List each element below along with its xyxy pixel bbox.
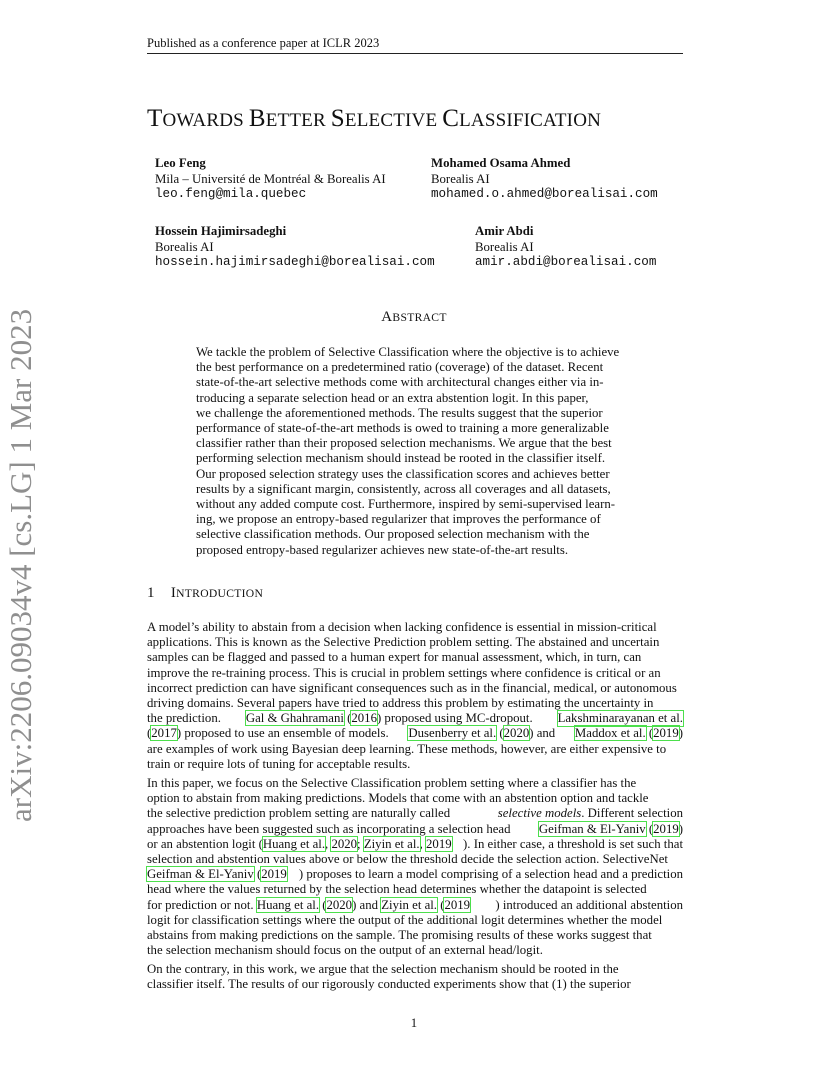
citation-link[interactable]: Gal & Ghahramani (245, 711, 344, 726)
citation-link[interactable]: 2020 (503, 726, 530, 741)
citation-link[interactable]: 2020 (331, 836, 358, 851)
text-line: applications. This is known as the Selective Prediction problem setting. The abstained and uncertain (147, 635, 660, 650)
text-line: or an abstention logit (Huang et al., 2020; Ziyin et al., 2019 ). In either case, a threshold is set such that (147, 836, 683, 851)
abstract-line: troducing a separate selection head or an extra abstention logit. In this paper, (196, 390, 589, 405)
abstract-line: performing selection mechanism should instead be rooted in the classifier itself. (196, 451, 606, 466)
abstract-line: selective classification methods. Our proposed selection mechanism with the (196, 527, 590, 542)
citation-link[interactable]: Lakshminarayanan et al. (557, 711, 683, 726)
author-block (155, 156, 386, 203)
author-affiliation: Borealis AI (475, 239, 534, 254)
text-line: train or require lots of tuning for acceptable results. (147, 756, 411, 771)
section-heading-introduction: 1 INTRODUCTION (147, 585, 264, 601)
author-email[interactable]: leo.feng@mila.quebec (155, 187, 307, 202)
emphasis-term: selective models (497, 806, 582, 821)
citation-link[interactable]: 2020 (326, 897, 353, 912)
author-affiliation: Borealis AI (155, 239, 214, 254)
text-line: the prediction. Gal & Ghahramani (2016) proposed using MC-dropout. Lakshminarayanan et al. (147, 711, 683, 726)
citation-link[interactable]: 2019 (426, 836, 452, 851)
author-affiliation: Mila – Université de Montréal & Borealis AI (155, 171, 386, 186)
citation-link[interactable]: 2019 (653, 726, 679, 741)
intro-paragraph-2 (147, 776, 683, 958)
arxiv-watermark: arXiv:2206.09034v4 [cs.LG] 1 Mar 2023 (3, 308, 38, 822)
abstract-line: Our proposed selection strategy uses the classification scores and achieves better (196, 466, 610, 481)
abstract-line: We tackle the problem of Selective Classification where the objective is to achieve (196, 345, 620, 359)
abstract-line: we challenge the aforementioned methods. The results suggest that the superior (196, 405, 603, 420)
author-email[interactable]: mohamed.o.ahmed@borealisai.com (431, 187, 658, 202)
citation-link[interactable]: Geifman & El-Yaniv (538, 821, 646, 836)
author-affiliation: Borealis AI (431, 171, 490, 186)
text-line: the selective prediction problem setting are naturally called selective models. Different selection (147, 806, 683, 821)
abstract-line: without any added compute cost. Furthermore, inspired by semi-supervised learn- (196, 497, 615, 512)
page-number: 1 (410, 1016, 418, 1030)
text-line: the selection mechanism should focus on the output of an external head/logit. (147, 943, 543, 958)
paper-title: TOWARDS BETTER SELECTIVE CLASSIFICATION (147, 105, 602, 132)
text-line: classifier itself. The results of our rigorously conducted experiments show that (1) the superior (147, 977, 631, 992)
text-line: head where the values returned by the selection head determines whether the datapoint is selected (147, 882, 647, 897)
citation-link[interactable]: Ziyin et al. (363, 836, 420, 851)
author-name: Leo Feng (155, 156, 206, 170)
author-email[interactable]: amir.abdi@borealisai.com (475, 255, 657, 270)
author-name: Hossein Hajimirsadeghi (155, 224, 287, 238)
intro-paragraph-3 (147, 962, 683, 992)
text-line: are examples of work using Bayesian deep learning. These methods, however, are either expensive to (147, 741, 667, 756)
text-line: logit for classification settings where the output of the additional logit determines whether the model (147, 912, 663, 927)
text-line: Geifman & El-Yaniv (2019 ) proposes to learn a model comprising of a selection head and a prediction (147, 867, 683, 882)
text-line: (2017) proposed to use an ensemble of models. Dusenberry et al. (2020) and Maddox et al. (2019) (147, 726, 683, 741)
citation-link[interactable]: Ziyin et al. (381, 897, 438, 912)
abstract-line: results by a significant margin, consistently, across all coverages and all datasets, (196, 481, 611, 496)
text-line: samples can be flagged and passed to a human expert for manual assessment, which, in turn, can (147, 650, 642, 665)
intro-paragraph-1 (147, 620, 683, 772)
citation-link[interactable]: 2017 (151, 726, 177, 741)
author-block (431, 156, 658, 203)
author-name: Amir Abdi (475, 224, 534, 238)
text-line: improve the re-training process. This is crucial in problem settings where confidence is critical or an (147, 665, 661, 680)
text-line: for prediction or not. Huang et al. (2020) and Ziyin et al. (2019 ) introduced an additional abstention (147, 897, 683, 912)
running-header: Published as a conference paper at ICLR 2023 (147, 36, 380, 50)
citation-link[interactable]: Huang et al. (262, 836, 326, 851)
author-block (475, 224, 656, 271)
author-name: Mohamed Osama Ahmed (431, 156, 571, 170)
abstract-line: ing, we propose an entropy-based regularizer that improves the performance of (196, 512, 601, 527)
citation-link[interactable]: 2019 (261, 867, 287, 882)
abstract-line: state-of-the-art selective methods come with architectural changes either via in- (196, 375, 604, 390)
text-line: approaches have been suggested such as incorporating a selection head Geifman & El-Yaniv (2019) (147, 821, 683, 836)
abstract-heading: ABSTRACT (381, 309, 447, 325)
citation-link[interactable]: Maddox et al. (574, 726, 646, 741)
citation-link[interactable]: 2016 (351, 711, 377, 726)
author-block (155, 224, 435, 271)
citation-link[interactable]: Huang et al. (256, 897, 320, 912)
abstract-body (196, 345, 633, 558)
text-line: A model’s ability to abstain from a decision when lacking confidence is essential in mission-critical (147, 620, 657, 634)
text-line: driving domains. Several papers have tried to address this problem by estimating the uncertainty in (147, 696, 654, 711)
text-line: selection and abstention values above or below the threshold decide the selection action. SelectiveNet (147, 852, 668, 867)
citation-link[interactable]: 2019 (653, 821, 679, 836)
text-line: option to abstain from making predictions. Models that come with an abstention option and tackle (147, 791, 649, 806)
abstract-line: the best performance on a predetermined ratio (coverage) of the dataset. Recent (196, 360, 604, 375)
text-line: In this paper, we focus on the Selective Classification problem setting where a classifier has the (147, 776, 637, 790)
text-line: On the contrary, in this work, we argue that the selection mechanism should be rooted in the (147, 962, 619, 976)
abstract-line: performance of state-of-the-art methods is owed to training a more generalizable (196, 421, 609, 436)
citation-link[interactable]: 2019 (444, 897, 471, 912)
text-line: abstains from making predictions on the sample. The promising results of these works suggest that (147, 928, 652, 943)
author-email[interactable]: hossein.hajimirsadeghi@borealisai.com (155, 255, 435, 270)
abstract-line: proposed entropy-based regularizer achieves new state-of-the-art results. (196, 542, 569, 557)
citation-link[interactable]: Dusenberry et al. (408, 726, 497, 741)
header-rule (147, 53, 683, 54)
abstract-line: classifier rather than their proposed selection mechanisms. We argue that the best (196, 436, 612, 451)
citation-link[interactable]: Geifman & El-Yaniv (147, 867, 254, 882)
text-line: incorrect prediction can have significant consequences such as in the financial, medical, or autonomous (147, 680, 677, 695)
